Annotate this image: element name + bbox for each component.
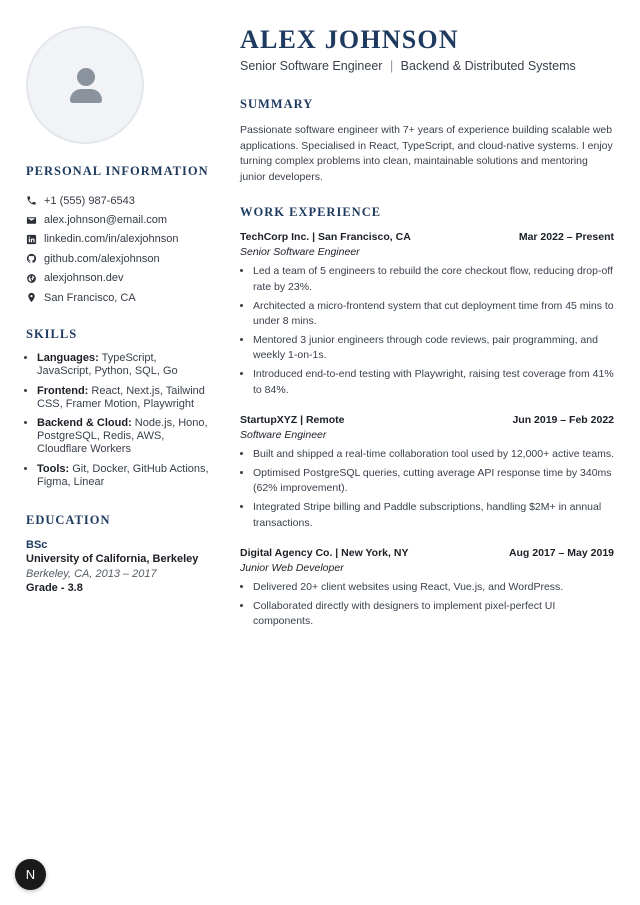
email-icon [26,215,37,226]
job-company: StartupXYZ | Remote [240,414,345,427]
education-heading: EDUCATION [26,512,111,527]
contact-email[interactable] [26,210,211,229]
contact-github[interactable] [26,249,211,268]
contact-email-text: alex.johnson@email.com [44,214,168,227]
avatar-placeholder [26,26,144,144]
left-sidebar [26,26,211,596]
candidate-name: ALEX JOHNSON [240,25,459,54]
globe-icon [26,273,37,284]
skill-item [37,463,211,489]
user-icon-body [70,89,102,103]
location-pin-icon [26,292,37,303]
education-entry [26,538,211,596]
job-bullet: • Architected a micro-frontend system that cut deployment time from 45 mins to under 8 mins. [253,299,614,330]
skill-label: Tools: [37,462,70,475]
job-company: Digital Agency Co. | New York, NY [240,547,409,560]
job-bullet: • Introduced end-to-end testing with Playwright, raising test coverage from 41% to 84%. [253,367,614,398]
job-dates: Mar 2022 – Present [518,231,614,244]
skills-list [26,352,211,489]
contact-website-text: alexjohnson.dev [44,272,124,285]
nextjs-dev-button[interactable] [15,859,46,890]
experience-heading: WORK EXPERIENCE [240,205,382,220]
job-bullets [240,580,614,630]
education-grade: Grade - 3.8 [26,582,83,595]
education-degree: BSc [26,538,48,551]
skill-text: React, Next.js, Tailwind CSS, Framer Motion, Playwright [37,384,205,410]
nextjs-logo-icon: N [25,867,36,882]
skill-label: Frontend: [37,384,89,397]
job-entry [240,231,614,398]
job-bullet: • Mentored 3 junior engineers through code reviews, pair programming, and weekly 1-on-1s. [253,333,614,364]
summary-heading: SUMMARY [240,97,314,111]
candidate-specialty: Backend & Distributed Systems [400,59,576,73]
job-bullet: • Delivered 20+ client websites using React, Vue.js, and WordPress. [253,580,614,596]
contact-phone-text: +1 (555) 987-6543 [44,194,135,207]
linkedin-icon [26,234,37,245]
contact-phone[interactable] [26,191,211,210]
summary-text: Passionate software engineer with 7+ years of experience building scalable web applications. Specialised in React, TypeScript, and cloud-native systems. I enjoy turning complex problems into clean, maintainable solutions and mentoring junior developers. [240,124,613,183]
user-icon-head [77,68,95,86]
skill-label: Backend & Cloud: [37,417,132,430]
job-bullets [240,264,614,398]
job-bullet: • Collaborated directly with designers to implement pixel-perfect UI components. [253,599,614,630]
job-bullet: • Integrated Stripe billing and Paddle subscriptions, handling $2M+ in annual transactions. [253,500,614,531]
job-entry [240,414,614,531]
personal-info-heading: PERSONAL INFORMATION [26,164,209,178]
job-role: Software Engineer [240,429,327,442]
job-dates: Jun 2019 – Feb 2022 [512,414,614,427]
contact-list [26,191,211,307]
skill-item [37,385,211,411]
main-content [240,24,614,633]
education-location-dates: Berkeley, CA, 2013 – 2017 [26,567,157,580]
skills-heading: SKILLS [26,327,78,342]
skill-text: TypeScript, JavaScript, Python, SQL, Go [37,352,178,378]
job-bullet: • Built and shipped a real-time collaboration tool used by 12,000+ active teams. [253,447,614,463]
candidate-headline: Senior Software Engineer | Backend & Distributed Systems [240,59,576,73]
job-role: Junior Web Developer [240,562,344,575]
github-icon [26,253,37,264]
contact-linkedin-text: linkedin.com/in/alexjohnson [44,233,179,246]
job-bullets [240,447,614,531]
candidate-title: Senior Software Engineer [240,59,383,73]
contact-linkedin[interactable] [26,230,211,249]
education-school: University of California, Berkeley [26,553,199,566]
skill-label: Languages: [37,352,99,365]
job-dates: Aug 2017 – May 2019 [508,547,614,560]
job-entry [240,547,614,630]
contact-github-text: github.com/alexjohnson [44,252,160,265]
skill-text: Git, Docker, GitHub Actions, Figma, Linear [37,462,209,488]
contact-location-text: San Francisco, CA [44,291,136,304]
skill-item [37,417,211,456]
contact-website[interactable] [26,269,211,288]
contact-location [26,288,211,307]
phone-icon [26,195,37,206]
skill-text: Node.js, Hono, PostgreSQL, Redis, AWS, Cloudflare Workers [37,417,208,456]
job-bullet: • Led a team of 5 engineers to rebuild the core checkout flow, reducing drop-off rate by 23%. [253,264,614,295]
job-role: Senior Software Engineer [240,246,360,259]
job-company: TechCorp Inc. | San Francisco, CA [240,231,411,244]
skill-item [37,352,211,378]
job-bullet: • Optimised PostgreSQL queries, cutting average API response time by 340ms (62% improvement). [253,466,614,497]
